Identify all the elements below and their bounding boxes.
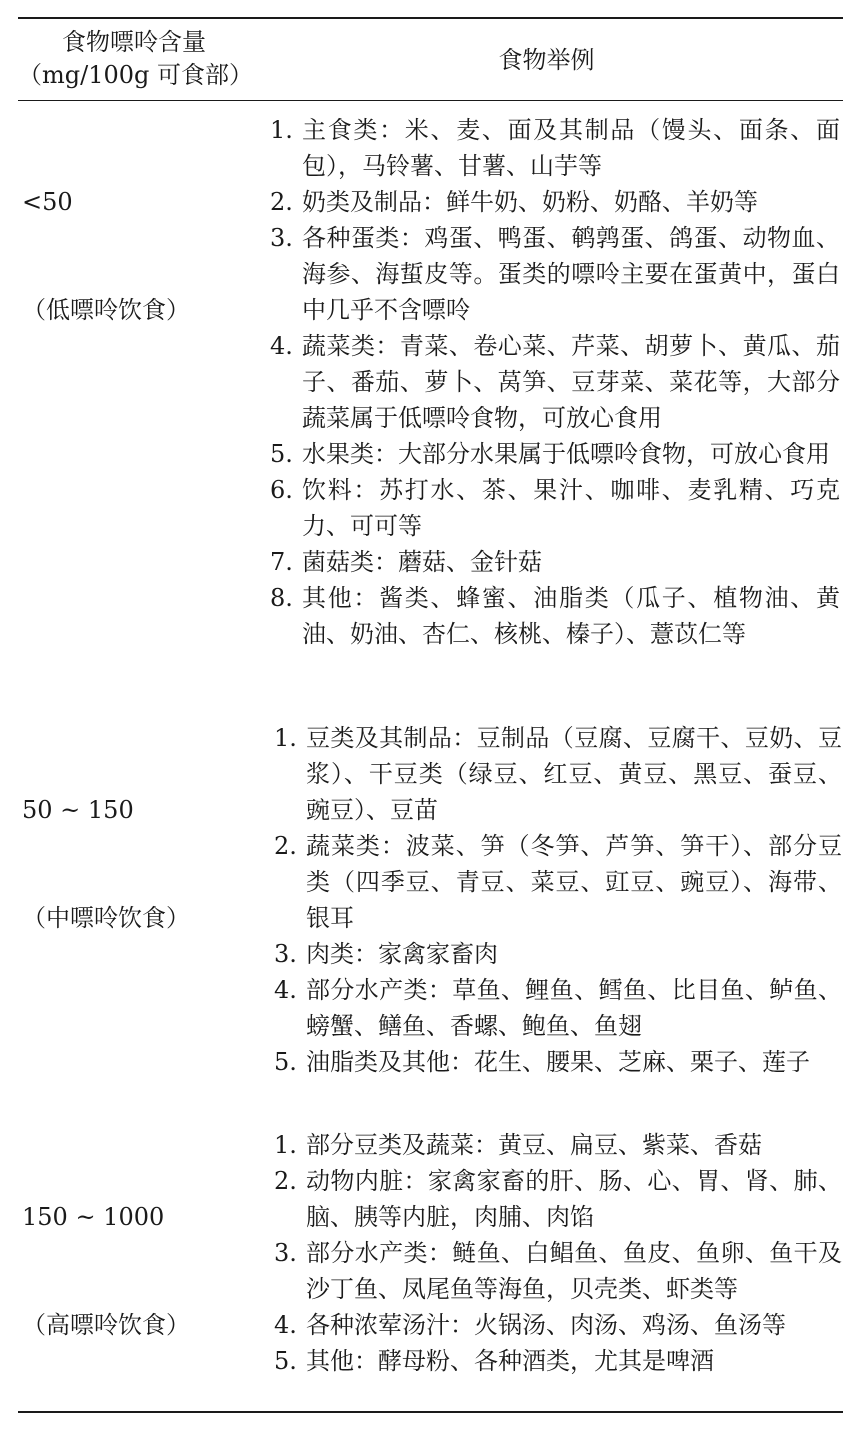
purine-diet-level: （低嘌呤饮食） xyxy=(22,296,190,324)
purine-range-value: 150 ~ 1000 xyxy=(22,1203,165,1231)
list-item xyxy=(274,720,842,828)
list-item xyxy=(274,1044,842,1080)
item-number: 5. xyxy=(274,1347,297,1375)
list-item xyxy=(274,1235,842,1307)
list-item xyxy=(274,828,842,936)
item-number: 2. xyxy=(274,1167,297,1195)
list-item xyxy=(270,472,840,544)
table-top-rule xyxy=(18,17,843,19)
item-number: 5. xyxy=(270,440,293,468)
item-text: 主食类：米、麦、面及其制品（馒头、面条、面包），马铃薯、甘薯、山芋等 xyxy=(302,116,840,180)
list-item xyxy=(274,972,842,1044)
item-text: 水果类：大部分水果属于低嘌呤食物，可放心食用 xyxy=(302,440,830,468)
purine-range-value: 50 ~ 150 xyxy=(22,796,134,824)
header-left-line1: 食物嘌呤含量 xyxy=(62,28,206,56)
item-text: 蔬菜类：波菜、笋（冬笋、芦笋、笋干）、部分豆类（四季豆、青豆、菜豆、豇豆、豌豆）、海带、银耳 xyxy=(306,832,842,932)
item-number: 6. xyxy=(270,476,293,504)
item-number: 4. xyxy=(270,332,293,360)
purine-diet-level: （高嘌呤饮食） xyxy=(22,1311,190,1339)
header-left-line2: （mg/100g 可食部） xyxy=(18,61,254,89)
item-text: 部分水产类：草鱼、鲤鱼、鳕鱼、比目鱼、鲈鱼、螃蟹、鳝鱼、香螺、鲍鱼、鱼翅 xyxy=(306,976,842,1040)
list-item xyxy=(270,112,840,184)
item-text: 部分水产类：鲢鱼、白鲳鱼、鱼皮、鱼卵、鱼干及沙丁鱼、凤尾鱼等海鱼，贝壳类、虾类等 xyxy=(306,1239,842,1303)
item-text: 饮料：苏打水、茶、果汁、咖啡、麦乳精、巧克力、可可等 xyxy=(302,476,840,540)
item-text: 部分豆类及蔬菜：黄豆、扁豆、紫菜、香菇 xyxy=(306,1131,762,1159)
item-text: 各种蛋类：鸡蛋、鸭蛋、鹌鹑蛋、鸽蛋、动物血、海参、海蜇皮等。蛋类的嘌呤主要在蛋黄中，蛋白中几乎不含嘌呤 xyxy=(302,224,840,324)
item-text: 蔬菜类：青菜、卷心菜、芹菜、胡萝卜、黄瓜、茄子、番茄、萝卜、莴笋、豆芽菜、菜花等，大部分蔬菜属于低嘌呤食物，可放心食用 xyxy=(302,332,840,432)
column-header-purine-content xyxy=(18,26,254,92)
list-item xyxy=(270,436,840,472)
list-item xyxy=(274,1127,842,1163)
list-item xyxy=(270,580,840,652)
item-number: 3. xyxy=(274,940,297,968)
item-number: 3. xyxy=(270,224,293,252)
list-item xyxy=(274,1343,842,1379)
food-example-list xyxy=(270,112,840,652)
item-text: 其他：酵母粉、各种酒类，尤其是啤酒 xyxy=(306,1347,714,1375)
list-item xyxy=(270,544,840,580)
item-text: 动物内脏：家禽家畜的肝、肠、心、胃、肾、肺、脑、胰等内脏，肉脯、肉馅 xyxy=(306,1167,842,1231)
purine-diet-level: （中嘌呤饮食） xyxy=(22,904,190,932)
purine-range-cell xyxy=(22,720,252,1008)
item-number: 2. xyxy=(274,832,297,860)
item-text: 菌菇类：蘑菇、金针菇 xyxy=(302,548,542,576)
list-item xyxy=(270,220,840,328)
item-number: 3. xyxy=(274,1239,297,1267)
item-number: 7. xyxy=(270,548,293,576)
item-text: 油脂类及其他：花生、腰果、芝麻、栗子、莲子 xyxy=(306,1048,810,1076)
item-number: 5. xyxy=(274,1048,297,1076)
item-text: 肉类：家禽家畜肉 xyxy=(306,940,498,968)
item-number: 1. xyxy=(274,1131,297,1159)
purine-range-value: <50 xyxy=(22,188,73,216)
item-text: 各种浓荤汤汁：火锅汤、肉汤、鸡汤、鱼汤等 xyxy=(306,1311,786,1339)
list-item xyxy=(270,184,840,220)
item-number: 1. xyxy=(270,116,293,144)
item-text: 豆类及其制品：豆制品（豆腐、豆腐干、豆奶、豆浆）、干豆类（绿豆、红豆、黄豆、黑豆、蚕豆、豌豆）、豆苗 xyxy=(306,724,842,824)
purine-range-cell xyxy=(22,1127,252,1415)
list-item xyxy=(274,936,842,972)
item-number: 8. xyxy=(270,584,293,612)
item-text: 奶类及制品：鲜牛奶、奶粉、奶酪、羊奶等 xyxy=(302,188,758,216)
purine-content-table xyxy=(18,0,843,1431)
table-header-rule xyxy=(18,100,843,101)
list-item xyxy=(270,328,840,436)
food-example-list xyxy=(274,1127,842,1379)
item-number: 2. xyxy=(270,188,293,216)
item-number: 4. xyxy=(274,1311,297,1339)
column-header-food-examples: 食物举例 xyxy=(498,46,595,74)
food-example-list xyxy=(274,720,842,1080)
item-text: 其他：酱类、蜂蜜、油脂类（瓜子、植物油、黄油、奶油、杏仁、核桃、榛子）、薏苡仁等 xyxy=(302,584,840,648)
list-item xyxy=(274,1163,842,1235)
purine-range-cell xyxy=(22,112,252,400)
item-number: 1. xyxy=(274,724,297,752)
item-number: 4. xyxy=(274,976,297,1004)
table-bottom-rule xyxy=(18,1411,843,1413)
list-item xyxy=(274,1307,842,1343)
